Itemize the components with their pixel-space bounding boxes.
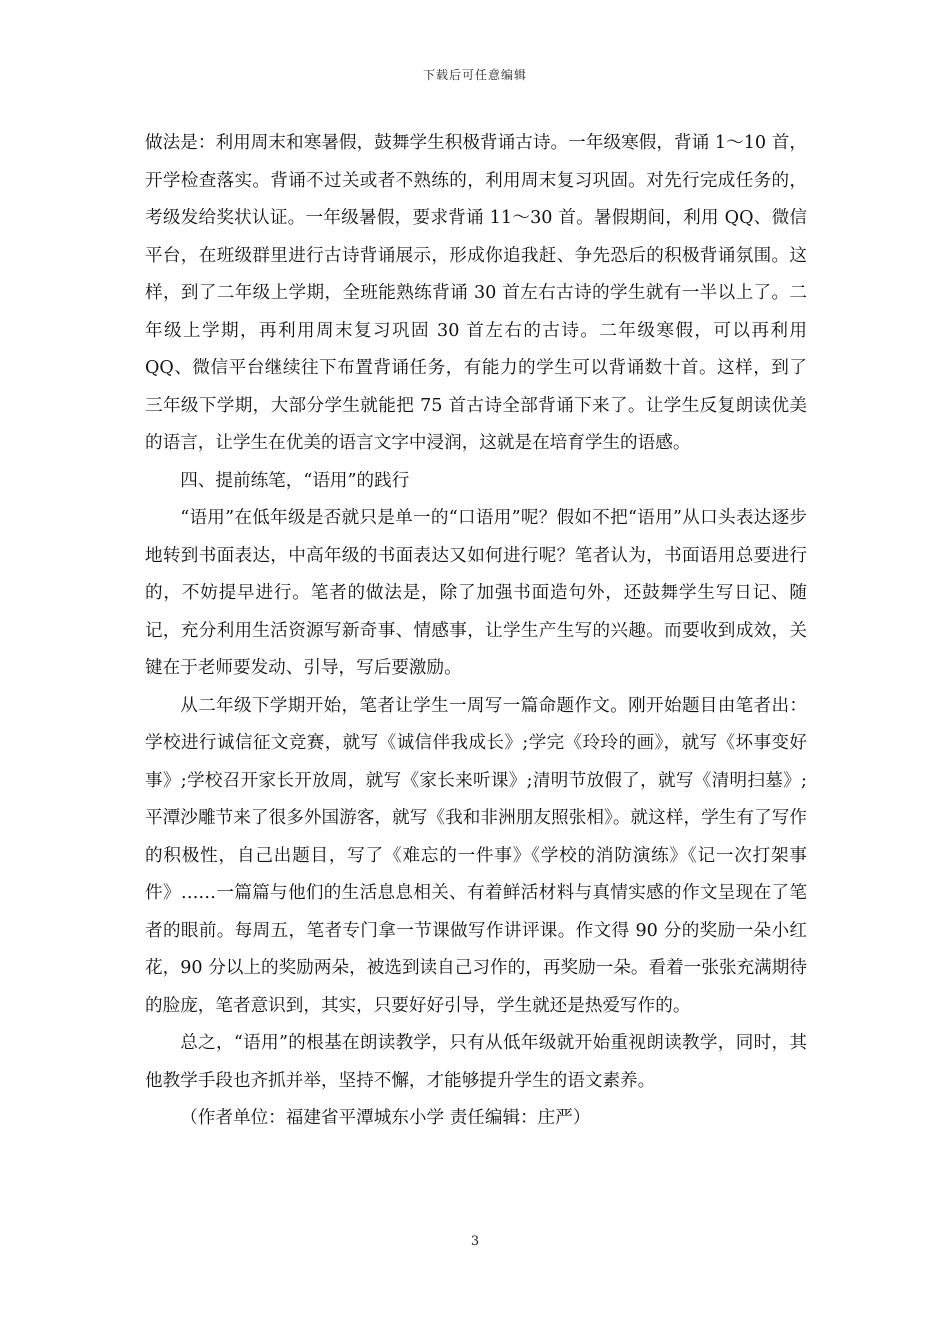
author-affiliation: （作者单位：福建省平潭城东小学 责任编辑：庄严） bbox=[180, 1108, 591, 1128]
paragraph-written-expression: “语用”在低年级是否就只是单一的“口语用”呢？假如不把“语用”从口头表达逐步地转到书面表达，中高年级的书面表达又如何进行呢？笔者认为，书面语用总要进行的，不妨提早进行。笔者的做法是，除了加强书面造句外，还鼓舞学生写日记、随记，充分利用生活资源写新奇事、情感事，让学生产生写的兴趣。而要收到成效，关键在于老师要发动、引导，写后要激励。 bbox=[145, 508, 807, 678]
page-number: 3 bbox=[470, 1234, 480, 1249]
paragraph-composition-practice: 从二年级下学期开始，笔者让学生一周写一篇命题作文。刚开始题目由笔者出：学校进行诚信征文竞赛，就写《诚信伴我成长》;学完《玲玲的画》，就写《坏事变好事》;学校召开家长开放周，就写《家长来听课》;清明节放假了，就写《清明扫墓》;平潭沙雕节来了很多外国游客，就写《我和非洲朋友照张相》。就这样，学生有了写作的积极性，自己出题目，写了《难忘的一件事》《学校的消防演练》《记一次打架事件》……一篇篇与他们的生活息息相关、有着鲜活材料与真情实感的作文呈现在了笔者的眼前。每周五，笔者专门拿一节课做写作讲评课。作文得 90 分的奖励一朵小红花，90 分以上的奖励两朵，被选到读自己习作的，再奖励一朵。看着一张张充满期待的脸庞，笔者意识到，其实，只要好好引导，学生就还是热爱写作的。 bbox=[145, 695, 807, 1016]
paragraph-conclusion: 总之，“语用”的根基在朗读教学，只有从低年级就开始重视朗读教学，同时，其他教学手段也齐抓并举，坚持不懈，才能够提升学生的语文素养。 bbox=[145, 1033, 807, 1091]
section-heading-4: 四、提前练笔，“语用”的践行 bbox=[180, 470, 410, 491]
page-header: 下载后可任意编辑 bbox=[422, 68, 527, 82]
document-body bbox=[145, 125, 807, 1138]
paragraph-recitation-method: 做法是：利用周末和寒暑假，鼓舞学生积极背诵古诗。一年级寒假，背诵 1～10 首，开学检查落实。背诵不过关或者不熟练的，利用周末复习巩固。对先行完成任务的，考级发给奖状认证。一年级暑假，要求背诵 11～30 首。暑假期间，利用 QQ、微信平台，在班级群里进行古诗背诵展示，形成你追我赶、争先恐后的积极背诵氛围。这样，到了二年级上学期，全班能熟练背诵 30 首左右古诗的学生就有一半以上了。二年级上学期，再利用周末复习巩固 30 首左右的古诗。二年级寒假，可以再利用 QQ、微信平台继续往下布置背诵任务，有能力的学生可以背诵数十首。这样，到了三年级下学期，大部分学生就能把 75 首古诗全部背诵下来了。让学生反复朗读优美的语言，让学生在优美的语言文字中浸润，这就是在培育学生的语感。 bbox=[145, 133, 807, 453]
